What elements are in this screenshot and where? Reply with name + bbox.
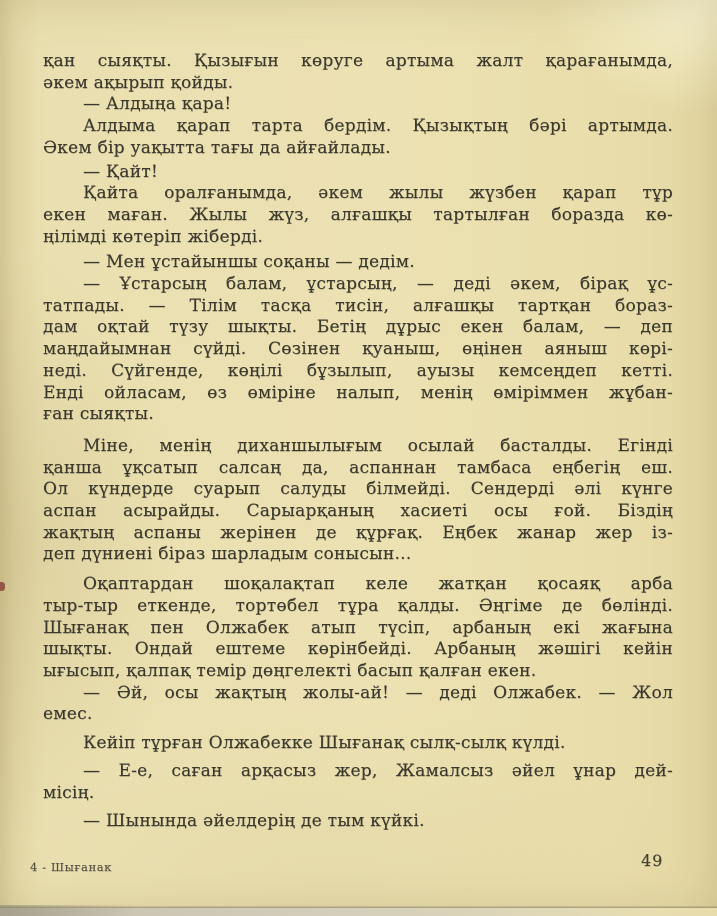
- scan-artifact-speck: [0, 582, 5, 591]
- text-line: татпады. — Тілім тасқа тисін, алғашқы тартқан бораз-: [43, 295, 673, 316]
- text-line: дам оқтай түзу шықты. Бетің дұрыс екен балам, — деп: [43, 317, 673, 338]
- text-line: ңілімді көтеріп жіберді.: [43, 226, 264, 247]
- text-line: Ол күндерде суарып салуды білмейді. Сендерді әлі күнге: [43, 479, 673, 500]
- text-line: — Қайт!: [83, 161, 159, 182]
- text-line: — Шынында әйелдерің де тым күйкі.: [83, 811, 425, 832]
- text-line: жақтың аспаны жерінен де құрғақ. Еңбек жанар жер із-: [43, 522, 673, 543]
- text-line: ығысып, қалпақ темір дөңгелекті басып қалған екен.: [43, 660, 537, 681]
- text-line: Оқаптардан шоқалақтап келе жатқан қосаяқ арба: [83, 574, 673, 595]
- text-line: емес.: [43, 704, 93, 725]
- text-line: деп дүниені біраз шарладым сонысын...: [43, 544, 412, 565]
- text-line: ған сыяқты.: [43, 404, 154, 425]
- text-line: — Алдыңа қара!: [83, 94, 232, 115]
- text-line: тыр-тыр еткенде, тортөбел тұра қалды. Әңгіме де бөлінді.: [43, 595, 673, 616]
- text-line: неді. Сүйгенде, көңілі бұзылып, ауызы кемсеңдеп кетті.: [43, 360, 673, 381]
- text-line: — Ұстарсың балам, ұстарсың, — деді әкем, бірақ ұс-: [83, 274, 673, 295]
- body-text: [43, 51, 673, 833]
- text-line: Қайта оралғанымда, әкем жылы жүзбен қарап тұр: [83, 183, 673, 204]
- text-line: Әкем бір уақытта тағы да айғайлады.: [43, 137, 391, 158]
- text-line: Енді ойласам, өз өміріне налып, менің өміріммен жұбан-: [43, 382, 673, 403]
- text-line: аспан асырайды. Сарыарқаның хасиеті осы ғой. Біздің: [43, 501, 673, 522]
- text-line: әкем ақырып қойды.: [43, 72, 234, 93]
- text-line: екен маған. Жылы жүз, алғашқы тартылған боразда кө-: [43, 204, 673, 225]
- text-line: — Әй, осы жақтың жолы-ай! — деді Олжабек. — Жол: [83, 682, 673, 703]
- text-line: маңдайымнан сүйді. Сөзінен қуаныш, өңінен аяныш көрі-: [43, 339, 673, 360]
- text-line: Алдыма қарап тарта бердім. Қызықтың бәрі артымда.: [83, 116, 673, 137]
- text-line: қанша ұқсатып салсаң да, аспаннан тамбаса еңбегің еш.: [43, 457, 673, 478]
- text-line: — Мен ұстайыншы соқаны — дедім.: [83, 252, 415, 273]
- text-line: — Е-е, саған арқасыз жер, Жамалсыз әйел ұнар дей-: [83, 760, 673, 781]
- scan-bottom-corner-shadow: [0, 905, 150, 916]
- text-line: Кейіп тұрған Олжабекке Шығанақ сылқ-сылқ күлді.: [83, 733, 566, 754]
- text-line: шықты. Ондай ештеме көрінбейді. Арбаның жәшігі кейін: [43, 639, 673, 660]
- text-line: Шығанақ пен Олжабек атып түсіп, арбаның екі жағына: [43, 617, 673, 638]
- text-line: місің.: [43, 782, 95, 803]
- footer-signature-mark: 4 - Шығанак: [30, 860, 112, 874]
- page-number: 49: [641, 851, 664, 870]
- text-line: қан сыяқты. Қызығын көруге артыма жалт қарағанымда,: [43, 51, 673, 71]
- text-line: Міне, менің диханшылығым осылай басталды. Егінді: [83, 435, 673, 456]
